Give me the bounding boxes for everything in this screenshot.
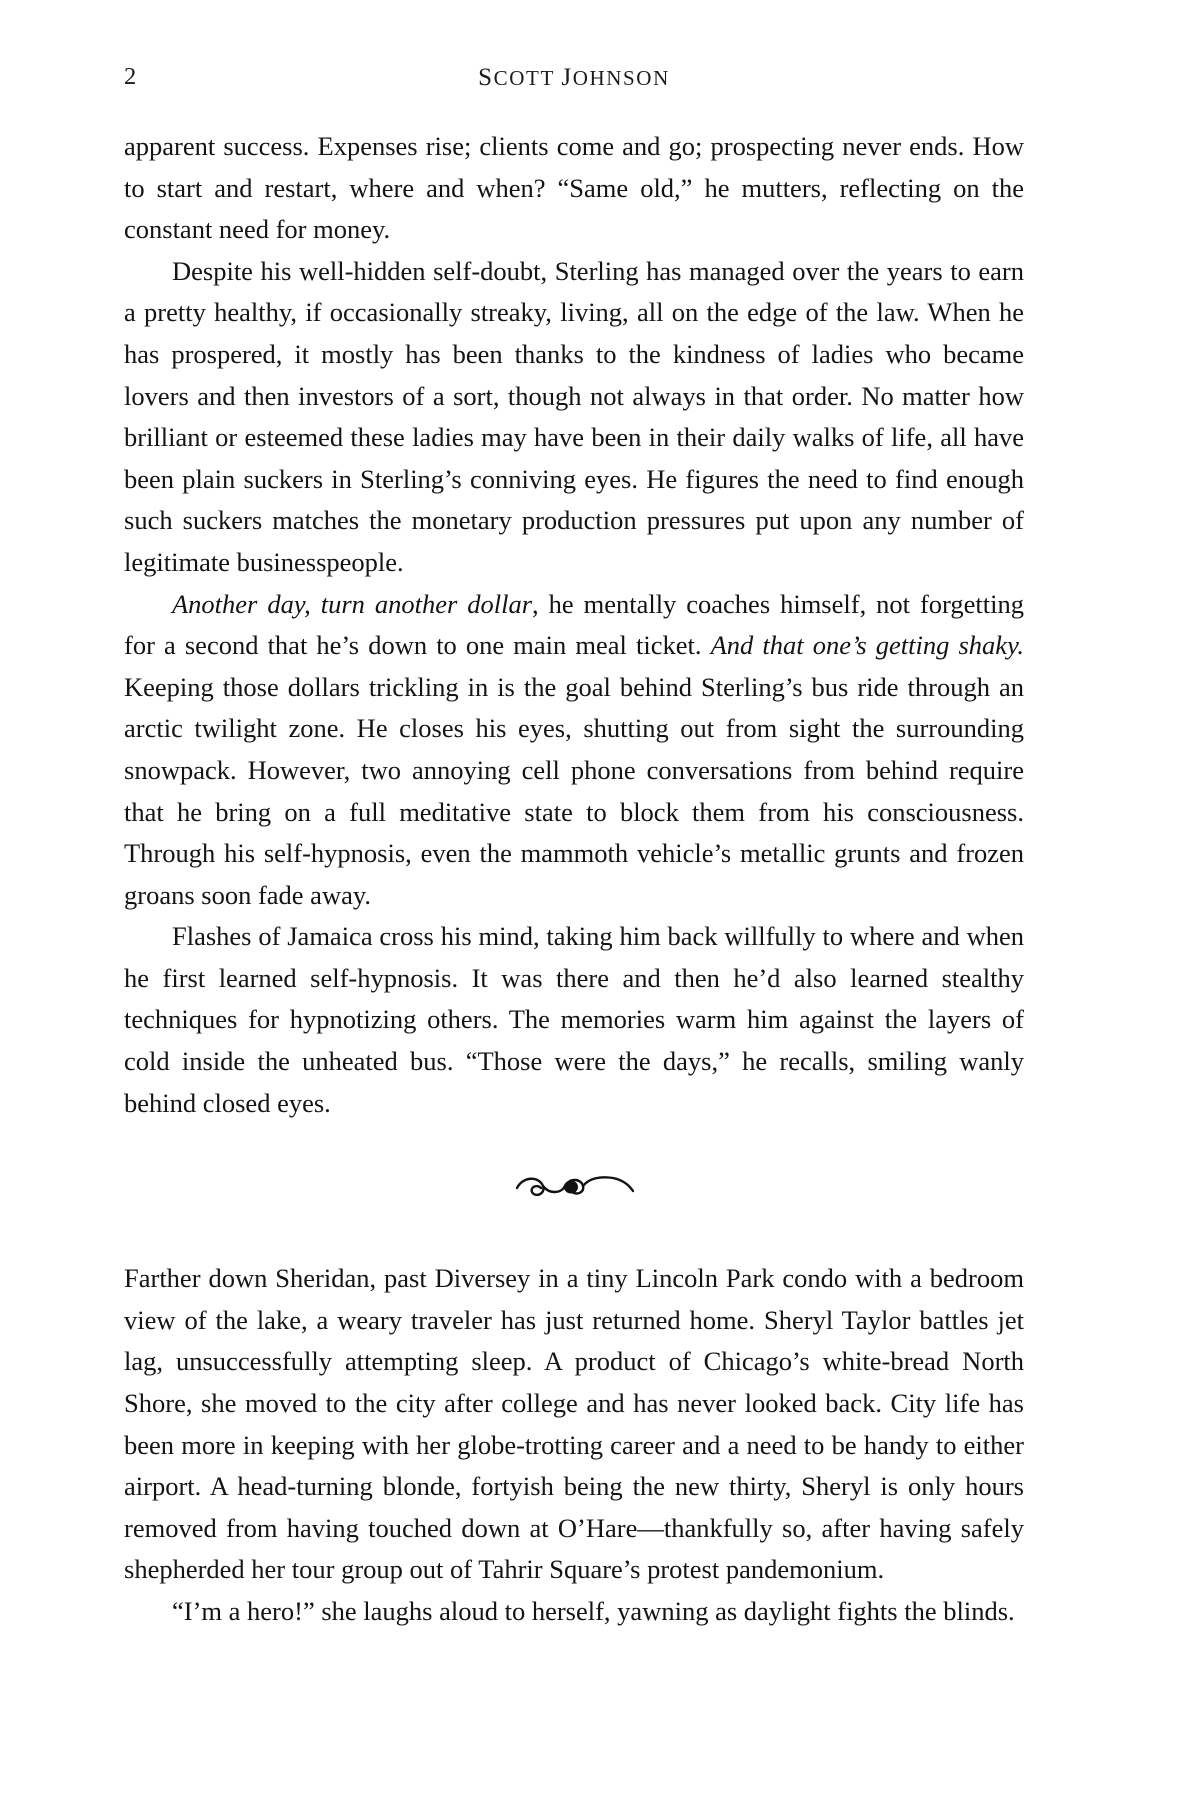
running-head-title — [124, 64, 1024, 92]
running-head-initial: J — [561, 64, 573, 91]
paragraph — [124, 1258, 1024, 1591]
paragraph — [124, 1591, 1024, 1633]
text-run: , he mentally coaches himself, not forgetting for a second that he’s down to one main meal ticket. — [124, 588, 1024, 661]
page-number: 2 — [124, 63, 137, 90]
text-run: Farther down Sheridan, past Diversey in a tiny Lincoln Park condo with a bedroom view of the lake, a weary traveler has just returned home. Sheryl Taylor battles jet lag, unsuccessfully attempting sleep. A product of Chicago’s white-bread North Shore, she moved to the city after college and has never looked back. City life has been more in keeping with her globe-trotting career and a need to be handy to either airport. A head-turning blonde, fortyish being the new thirty, Sheryl is only hours removed from having touched down at O’Hare—thankfully so, after having safely shepherded her tour group out of Tahrir Square’s protest pandemonium. — [124, 1263, 1024, 1585]
running-head — [124, 62, 1024, 108]
paragraph — [124, 916, 1024, 1124]
decorative-flourish-ornament — [124, 1168, 1024, 1202]
running-head-author-name — [478, 66, 670, 90]
text-run: Keeping those dollars trickling in is the goal behind Sterling’s bus ride through an arctic twilight zone. He closes his eyes, shutting out from sight the surrounding snowpack. However, two annoying cell phone conversations from behind require that he bring on a full meditative state to block them from his consciousness. Through his self-hypnosis, even the mammoth vehicle’s metallic grunts and frozen groans soon fade away. — [124, 671, 1024, 910]
running-head-rest: COTT — [493, 66, 555, 90]
running-head-rest: OHNSON — [572, 66, 670, 90]
text-run: Despite his well-hidden self-doubt, Sterling has managed over the years to earn a pretty healthy, if occasionally streaky, living, all on the edge of the law. When he has prospered, it mostly has been thanks to the kindness of ladies who became lovers and then investors of a sort, though not always in that order. No matter how brilliant or esteemed these ladies may have been in their daily walks of life, all have been plain suckers in Sterling’s conniving eyes. He figures the need to find enough such suckers matches the monetary production pressures put upon any number of legitimate businesspeople. — [124, 255, 1024, 577]
emphasis-text: And that one’s getting shaky. — [710, 630, 1024, 661]
paragraph — [124, 126, 1024, 251]
page-content — [124, 62, 1024, 1633]
text-run: “I’m a hero!” she laughs aloud to herself, yawning as daylight fights the blinds. — [172, 1596, 1015, 1626]
body-text — [124, 126, 1024, 1633]
text-run: apparent success. Expenses rise; clients come and go; prospecting never ends. How to start and restart, where and when? “Same old,” he mutters, reflecting on the constant need for money. — [124, 131, 1024, 245]
running-head-initial: S — [478, 64, 494, 91]
text-run: Flashes of Jamaica cross his mind, taking him back willfully to where and when he first learned self-hypnosis. It was there and then he’d also learned stealthy techniques for hypnotizing others. The memories warm him against the layers of cold inside the unheated bus. “Those were the days,” he recalls, smiling wanly behind closed eyes. — [124, 921, 1024, 1118]
paragraph — [124, 251, 1024, 584]
emphasis-text: Another day, turn another dollar — [172, 588, 533, 619]
paragraph — [124, 584, 1024, 917]
